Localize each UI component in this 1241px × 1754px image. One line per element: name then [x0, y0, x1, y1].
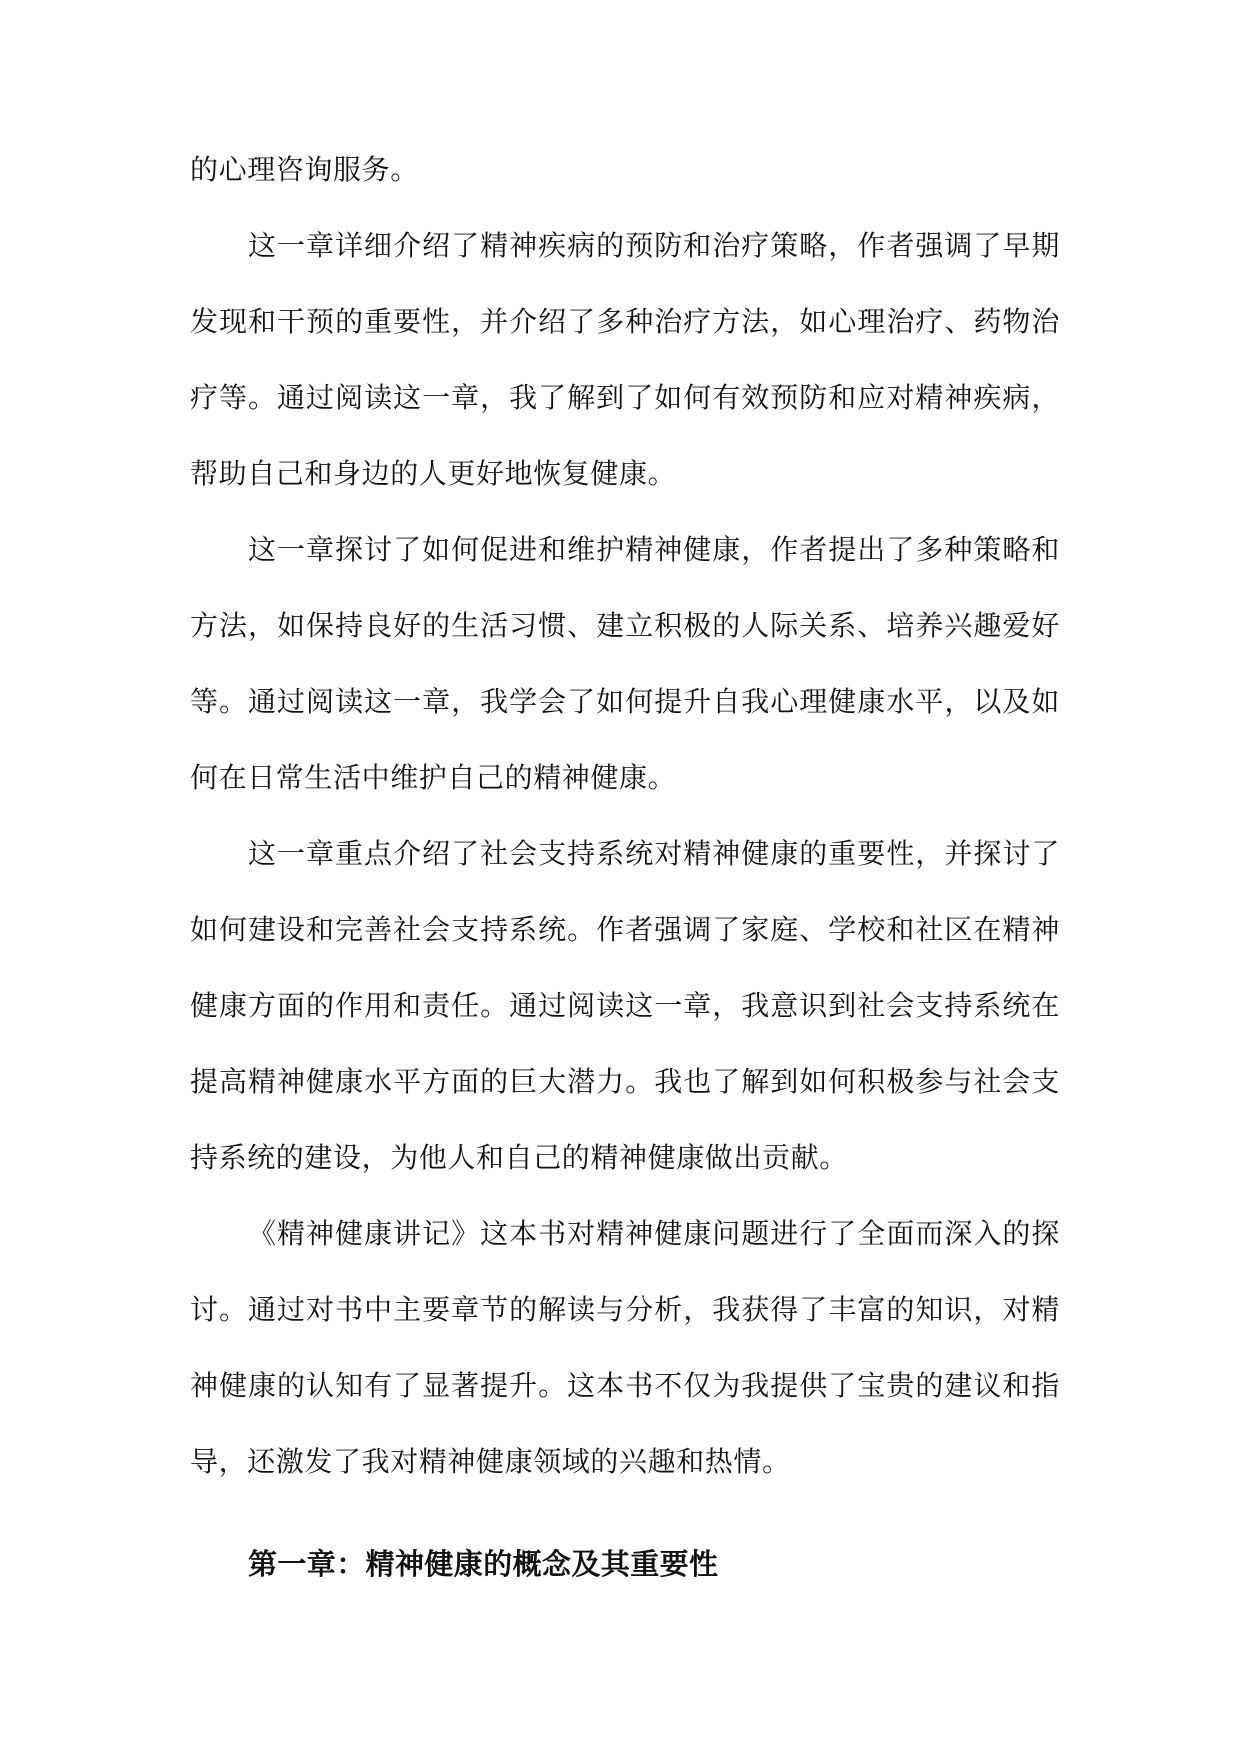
paragraph-prevention-treatment: 这一章详细介绍了精神疾病的预防和治疗策略，作者强调了早期发现和干预的重要性，并介绍了多种治疗方法，如心理治疗、药物治疗等。通过阅读这一章，我了解到了如何有效预防和应对精神疾病，帮助自己和身边的人更好地恢复健康。: [190, 229, 1060, 490]
paragraph-social-support: 这一章重点介绍了社会支持系统对精神健康的重要性，并探讨了如何建设和完善社会支持系统。作者强调了家庭、学校和社区在精神健康方面的作用和责任。通过阅读这一章，我意识到社会支持系统在提高精神健康水平方面的巨大潜力。我也了解到如何积极参与社会支持系统的建设，为他人和自己的精神健康做出贡献。: [190, 837, 1060, 1174]
paragraph-book-summary: 《精神健康讲记》这本书对精神健康问题进行了全面而深入的探讨。通过对书中主要章节的解读与分析，我获得了丰富的知识，对精神健康的认知有了显著提升。这本书不仅为我提供了宝贵的建议和指导，还激发了我对精神健康领域的兴趣和热情。: [190, 1217, 1060, 1478]
paragraph-continuation: 的心理咨询服务。: [190, 153, 419, 186]
body-text: [190, 132, 1060, 1500]
paragraph-promotion-maintenance: 这一章探讨了如何促进和维护精神健康，作者提出了多种策略和方法，如保持良好的生活习惯、建立积极的人际关系、培养兴趣爱好等。通过阅读这一章，我学会了如何提升自我心理健康水平，以及如何在日常生活中维护自己的精神健康。: [190, 533, 1060, 794]
chapter-heading: 第一章：精神健康的概念及其重要性: [248, 1547, 719, 1581]
